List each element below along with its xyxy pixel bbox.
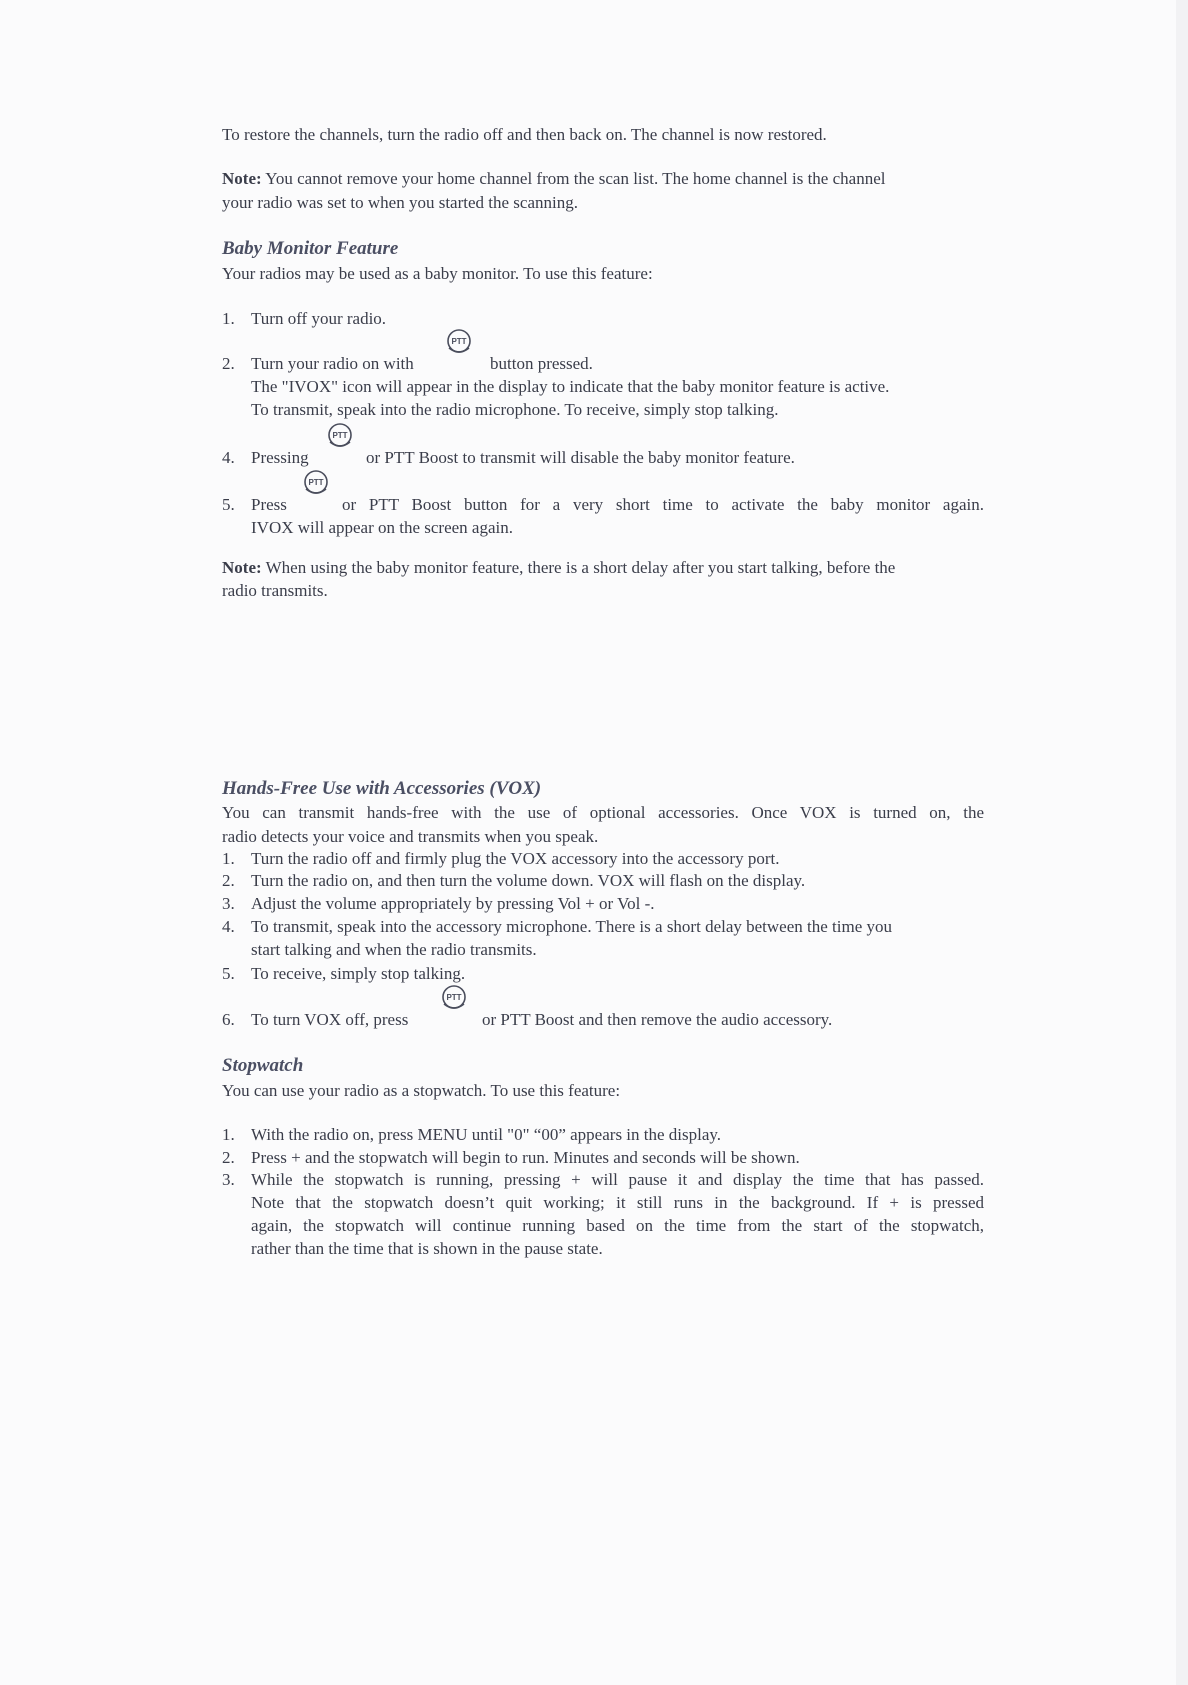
vox-step-3: Adjust the volume appropriately by pressing Vol + or Vol -. <box>251 894 655 913</box>
stopwatch-step-3-line3: again, the stopwatch will continue running based on the time from the start of the stopwatch, <box>251 1216 984 1235</box>
baby-step-4-after: or PTT Boost to transmit will disable the baby monitor feature. <box>366 448 795 467</box>
svg-text:PTT: PTT <box>308 478 324 487</box>
list-number: 1. <box>222 849 235 868</box>
svg-text:PTT: PTT <box>332 431 348 440</box>
stopwatch-heading: Stopwatch <box>222 1055 304 1076</box>
vox-step-1: Turn the radio off and firmly plug the VOX accessory into the accessory port. <box>251 849 780 868</box>
stopwatch-step-3-line1: While the stopwatch is running, pressing + will pause it and display the time that has passed. <box>251 1170 984 1189</box>
list-number: 5. <box>222 495 235 514</box>
scan-edge <box>1176 0 1188 1685</box>
list-number: 4. <box>222 917 235 936</box>
vox-step-2: Turn the radio on, and then turn the volume down. VOX will flash on the display. <box>251 871 806 890</box>
note-scan-list: Note: You cannot remove your home channel from the scan list. The home channel is the channel <box>222 169 886 188</box>
vox-step-4-line2: start talking and when the radio transmits. <box>251 940 537 959</box>
stopwatch-step-3-line4: rather than the time that is shown in the pause state. <box>251 1239 603 1258</box>
ptt-button-icon <box>445 328 473 356</box>
ptt-button-icon <box>326 422 354 450</box>
note-baby-monitor-line2: radio transmits. <box>222 581 328 600</box>
stopwatch-intro: You can use your radio as a stopwatch. To use this feature: <box>222 1081 621 1100</box>
note-label: Note: <box>222 558 262 577</box>
list-number: 2. <box>222 354 235 373</box>
stopwatch-step-2: Press + and the stopwatch will begin to run. Minutes and seconds will be shown. <box>251 1148 800 1167</box>
list-number: 3. <box>222 1170 235 1189</box>
note-label: Note: <box>222 169 262 188</box>
vox-step-6-after: or PTT Boost and then remove the audio accessory. <box>482 1010 833 1029</box>
list-number: 5. <box>222 964 235 983</box>
baby-step-2-line3: To transmit, speak into the radio microphone. To receive, simply stop talking. <box>251 400 779 419</box>
note-scan-list-line2: your radio was set to when you started the scanning. <box>222 193 578 212</box>
baby-step-2-line2: The "IVOX" icon will appear in the display to indicate that the baby monitor feature is active. <box>251 377 890 396</box>
vox-step-4: To transmit, speak into the accessory microphone. There is a short delay between the time you <box>251 917 893 936</box>
vox-step-5: To receive, simply stop talking. <box>251 964 466 983</box>
list-number: 2. <box>222 871 235 890</box>
svg-text:PTT: PTT <box>451 337 467 346</box>
vox-heading: Hands-Free Use with Accessories (VOX) <box>222 778 542 799</box>
baby-step-2-after: button pressed. <box>490 354 593 373</box>
baby-step-5-after: or PTT Boost button for a very short time to activate the baby monitor again. <box>342 495 984 514</box>
baby-step-1: Turn off your radio. <box>251 309 387 328</box>
list-number: 2. <box>222 1148 235 1167</box>
list-number: 6. <box>222 1010 235 1029</box>
stopwatch-step-1: With the radio on, press MENU until "0" “00” appears in the display. <box>251 1125 722 1144</box>
list-number: 3. <box>222 894 235 913</box>
baby-step-5-before: Press <box>251 495 287 514</box>
vox-step-6-before: To turn VOX off, press <box>251 1010 409 1029</box>
baby-step-5-line2: IVOX will appear on the screen again. <box>251 518 513 537</box>
note-baby-monitor: Note: When using the baby monitor feature, there is a short delay after you start talking, before the <box>222 558 896 577</box>
baby-monitor-heading: Baby Monitor Feature <box>222 238 399 259</box>
baby-step-2-before: Turn your radio on with <box>251 354 414 373</box>
list-number: 1. <box>222 309 235 328</box>
baby-monitor-intro: Your radios may be used as a baby monitor. To use this feature: <box>222 264 653 283</box>
stopwatch-step-3-line2: Note that the stopwatch doesn’t quit working; it still runs in the background. If + is pressed <box>251 1193 984 1212</box>
vox-intro-line1: You can transmit hands-free with the use of optional accessories. Once VOX is turned on, the <box>222 803 984 822</box>
ptt-button-icon <box>302 469 330 497</box>
restore-text: To restore the channels, turn the radio off and then back on. The channel is now restored. <box>222 125 827 144</box>
svg-text:PTT: PTT <box>446 993 462 1002</box>
list-number: 1. <box>222 1125 235 1144</box>
list-number: 4. <box>222 448 235 467</box>
ptt-button-icon <box>440 984 468 1012</box>
baby-step-4-before: Pressing <box>251 448 309 467</box>
vox-intro-line2: radio detects your voice and transmits when you speak. <box>222 827 599 846</box>
